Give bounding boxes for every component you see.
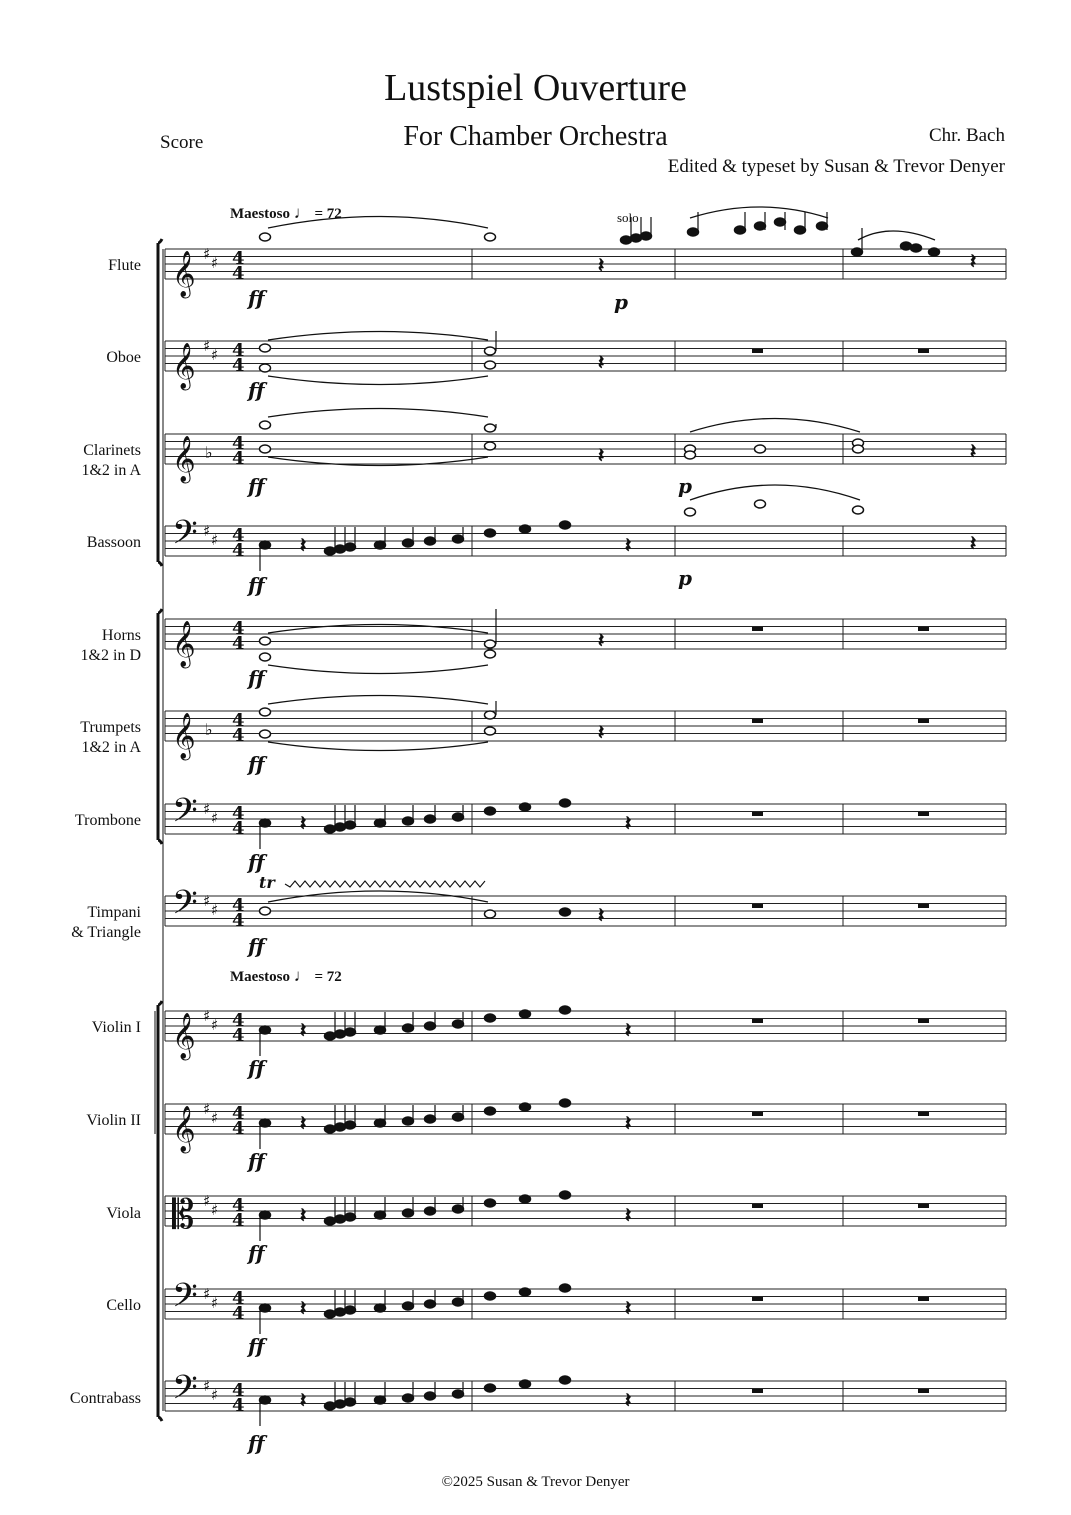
notehead (520, 803, 531, 811)
sharp-icon: ♯ (203, 337, 211, 355)
time-signature: 4 (232, 525, 245, 546)
whole-rest (752, 627, 763, 631)
notehead (485, 347, 496, 355)
tie (268, 409, 488, 418)
notehead (453, 813, 464, 821)
notehead (929, 248, 940, 256)
sharp-icon: ♯ (211, 346, 219, 364)
instrument-label-violin-2: Violin II (86, 1112, 141, 1129)
notehead (260, 364, 271, 372)
rest-icon: 𝄽 (625, 1203, 632, 1227)
time-signature: 4 (232, 248, 245, 269)
notehead (345, 1398, 356, 1406)
notehead (453, 535, 464, 543)
clefs (172, 245, 245, 1416)
dynamic-clarinet-p: p (678, 474, 692, 498)
rest-icon: 𝄽 (598, 350, 605, 374)
dynamic-viola-ff: ff (248, 1241, 265, 1265)
clef-icon: 𝄞 (172, 251, 196, 297)
bracket (158, 239, 162, 566)
whole-rest (752, 1204, 763, 1208)
barlines (165, 249, 1006, 1411)
instrument-label-horns: Horns 1&2 in D (80, 627, 141, 664)
notehead (795, 226, 806, 234)
notehead (260, 1119, 271, 1127)
notehead (453, 1390, 464, 1398)
notehead (485, 640, 496, 648)
notehead (520, 1380, 531, 1388)
slur (690, 207, 828, 218)
notehead (403, 1302, 414, 1310)
sharp-icon: ♯ (211, 809, 219, 827)
notehead (685, 451, 696, 459)
notehead (485, 1292, 496, 1300)
time-signature: 4 (232, 633, 245, 654)
notehead (260, 819, 271, 827)
notehead (453, 1205, 464, 1213)
notehead (345, 1028, 356, 1036)
rest-icon: 𝄽 (598, 253, 605, 277)
copyright-notice: ©2025 Susan & Trevor Denyer (441, 1474, 630, 1490)
tie (268, 665, 488, 674)
whole-rest (752, 1389, 763, 1393)
notehead (560, 1284, 571, 1292)
piece-subtitle: For Chamber Orchestra (403, 121, 668, 152)
notehead (560, 1376, 571, 1384)
time-signature: 4 (232, 1103, 245, 1124)
rest-icon: 𝄽 (598, 903, 605, 927)
slur (858, 231, 935, 240)
tie (268, 217, 488, 229)
notehead (560, 908, 571, 916)
dynamic-cello-ff: ff (248, 1334, 265, 1358)
tie (268, 742, 488, 751)
notehead (345, 543, 356, 551)
tie (268, 625, 488, 634)
tie (268, 696, 488, 705)
notehead (260, 708, 271, 716)
piece-title: Lustspiel Ouverture (384, 67, 687, 109)
time-signature: 4 (232, 1010, 245, 1031)
dynamic-flute-ff: ff (248, 286, 265, 310)
clef-icon: 𝄞 (172, 343, 196, 389)
rest-icon: 𝄽 (625, 1018, 632, 1042)
instrument-label-oboe: Oboe (106, 349, 141, 366)
whole-rest (918, 1297, 929, 1301)
notehead (345, 1213, 356, 1221)
slurs-and-ties (268, 207, 935, 902)
time-signature: 4 (232, 1395, 245, 1416)
notehead (260, 907, 271, 915)
tie (268, 376, 488, 385)
notehead (403, 1117, 414, 1125)
clef-icon: 𝄞 (172, 621, 196, 667)
notehead (260, 233, 271, 241)
notehead (425, 1392, 436, 1400)
sharp-icon: ♯ (211, 1201, 219, 1219)
rest-icon: 𝄽 (300, 1296, 307, 1320)
notehead (345, 1121, 356, 1129)
notehead (485, 1199, 496, 1207)
notehead (560, 521, 571, 529)
instrument-label-timpani: Timpani & Triangle (71, 904, 141, 941)
dynamic-timpani-ff: ff (248, 934, 265, 958)
notehead (852, 248, 863, 256)
notehead (911, 244, 922, 252)
sharp-icon: ♯ (203, 1007, 211, 1025)
notehead (403, 817, 414, 825)
time-signature: 4 (232, 263, 245, 284)
clef-icon: 𝄢 (172, 1277, 198, 1323)
notehead (485, 727, 496, 735)
clef-icon: 𝄡 (172, 1192, 195, 1238)
instrument-label-trumpets: Trumpets 1&2 in A (80, 719, 141, 756)
notehead (260, 344, 271, 352)
notehead (817, 222, 828, 230)
instrument-label-violin-1: Violin I (91, 1019, 141, 1036)
clef-icon: 𝄞 (172, 1013, 196, 1059)
composer-credit: Chr. Bach (929, 125, 1005, 146)
time-signature: 4 (232, 1025, 245, 1046)
time-signature: 4 (232, 448, 245, 469)
whole-rest (918, 1019, 929, 1023)
sharp-icon: ♯ (211, 1294, 219, 1312)
notehead (375, 1026, 386, 1034)
rest-icon: 𝄽 (970, 531, 977, 555)
time-signature: 4 (232, 1210, 245, 1231)
notehead (520, 525, 531, 533)
dynamic-bassoon-p: p (678, 566, 692, 590)
sharp-icon: ♯ (211, 1109, 219, 1127)
notehead (403, 539, 414, 547)
notehead (485, 1384, 496, 1392)
instrument-label-clarinets: Clarinets 1&2 in A (81, 442, 141, 479)
notehead (755, 445, 766, 453)
whole-rest (752, 1297, 763, 1301)
clef-icon: 𝄞 (172, 713, 196, 759)
notehead (485, 424, 496, 432)
sharp-icon: ♯ (203, 522, 211, 540)
dynamic-violin2-ff: ff (248, 1149, 265, 1173)
bracket (158, 1001, 162, 1421)
notehead (485, 442, 496, 450)
notehead (853, 506, 864, 514)
editor-credit: Edited & typeset by Susan & Trevor Denyer (667, 156, 1005, 177)
notehead (485, 711, 496, 719)
time-signature: 4 (232, 1303, 245, 1324)
sharp-icon: ♯ (211, 531, 219, 549)
sharp-icon: ♯ (203, 1377, 211, 1395)
instrument-label-viola: Viola (106, 1205, 141, 1222)
time-signature: 4 (232, 1118, 245, 1139)
sharp-icon: ♯ (203, 245, 211, 263)
sharp-icon: ♯ (203, 1285, 211, 1303)
notehead (425, 1300, 436, 1308)
rest-icon: 𝄽 (598, 720, 605, 744)
dynamic-horns-ff: ff (248, 666, 265, 690)
notehead (375, 1396, 386, 1404)
tie (268, 332, 488, 341)
instrument-label-trombone: Trombone (74, 812, 141, 829)
time-signature: 4 (232, 540, 245, 561)
notehead (520, 1103, 531, 1111)
system-brackets (155, 239, 163, 1421)
notehead (735, 226, 746, 234)
whole-rest (752, 719, 763, 723)
whole-rest (752, 812, 763, 816)
dynamic-trumpets-ff: ff (248, 752, 265, 776)
notehead (453, 1113, 464, 1121)
dynamic-bassoon-ff: ff (248, 573, 265, 597)
rest-icon: 𝄽 (300, 1111, 307, 1135)
rest-icon: 𝄽 (598, 628, 605, 652)
rest-icon: 𝄽 (300, 1203, 307, 1227)
rest-icon: 𝄽 (970, 439, 977, 463)
whole-rest (918, 1389, 929, 1393)
notehead (485, 807, 496, 815)
bracket (158, 609, 162, 844)
time-signature: 4 (232, 1195, 245, 1216)
whole-rest (918, 349, 929, 353)
notehead (485, 361, 496, 369)
notehead (520, 1195, 531, 1203)
trill-line (285, 881, 485, 887)
time-signature: 4 (232, 803, 245, 824)
notehead (260, 1026, 271, 1034)
sharp-icon: ♯ (211, 901, 219, 919)
notehead (485, 910, 496, 918)
rest-icon: 𝄽 (300, 811, 307, 835)
rest-icon: 𝄽 (625, 1388, 632, 1412)
instrument-label-bassoon: Bassoon (86, 534, 141, 551)
sharp-icon: ♯ (211, 254, 219, 272)
whole-rest (752, 349, 763, 353)
instrument-label-contrabass: Contrabass (69, 1390, 141, 1407)
trill-marking: tr (259, 873, 275, 892)
rest-icon: 𝄽 (300, 1018, 307, 1042)
notehead (560, 1191, 571, 1199)
sharp-icon: ♯ (203, 1192, 211, 1210)
notehead (345, 821, 356, 829)
time-signature: 4 (232, 340, 245, 361)
clef-icon: 𝄢 (172, 1369, 198, 1415)
rest-icon: 𝄽 (300, 533, 307, 557)
notehead (260, 637, 271, 645)
notehead (685, 508, 696, 516)
notehead (403, 1209, 414, 1217)
notehead (345, 1306, 356, 1314)
flat-icon: ♭ (205, 443, 213, 462)
sharp-icon: ♯ (203, 1100, 211, 1118)
notehead (425, 1115, 436, 1123)
time-signature: 4 (232, 618, 245, 639)
notehead (775, 218, 786, 226)
tempo-marking-strings: Maestoso ♩ = 72 (230, 966, 342, 985)
instrument-label-cello: Cello (106, 1297, 141, 1314)
time-signature: 4 (232, 1288, 245, 1309)
notehead (560, 1006, 571, 1014)
notehead (260, 1211, 271, 1219)
whole-rest (918, 719, 929, 723)
notehead (485, 529, 496, 537)
notehead (755, 222, 766, 230)
whole-rest (752, 1019, 763, 1023)
clef-icon: 𝄢 (172, 514, 198, 560)
time-signature: 4 (232, 1380, 245, 1401)
notehead (260, 445, 271, 453)
notehead (453, 1298, 464, 1306)
flat-icon: ♭ (205, 720, 213, 739)
notehead (425, 1207, 436, 1215)
notehead (260, 653, 271, 661)
notehead (425, 815, 436, 823)
clef-icon: 𝄞 (172, 436, 196, 482)
notehead (425, 1022, 436, 1030)
notehead (260, 730, 271, 738)
notehead (485, 1014, 496, 1022)
notehead (375, 819, 386, 827)
whole-rest (918, 627, 929, 631)
solo-marking: solo (617, 210, 639, 225)
rest-icon: 𝄽 (598, 443, 605, 467)
notehead (375, 1211, 386, 1219)
notehead (485, 233, 496, 241)
time-signature: 4 (232, 433, 245, 454)
notehead (260, 1396, 271, 1404)
staff-lines (165, 249, 1006, 1411)
notehead (641, 232, 652, 240)
dynamic-violin1-ff: ff (248, 1056, 265, 1080)
whole-rest (918, 1112, 929, 1116)
dynamic-clarinet-ff: ff (248, 474, 265, 498)
clef-icon: 𝄞 (172, 1106, 196, 1152)
dynamic-flute-p: p (614, 290, 628, 314)
rest-icon: 𝄽 (625, 1111, 632, 1135)
notehead (260, 421, 271, 429)
time-signature: 4 (232, 895, 245, 916)
time-signature: 4 (232, 725, 245, 746)
sharp-icon: ♯ (203, 800, 211, 818)
notehead (403, 1024, 414, 1032)
notehead (520, 1288, 531, 1296)
notehead (485, 650, 496, 658)
notehead (485, 1107, 496, 1115)
time-signature: 4 (232, 818, 245, 839)
notehead (688, 228, 699, 236)
dynamic-contrabass-ff: ff (248, 1431, 265, 1455)
rest-icon: 𝄽 (625, 1296, 632, 1320)
notehead (560, 1099, 571, 1107)
notehead (375, 1304, 386, 1312)
notehead (560, 799, 571, 807)
sharp-icon: ♯ (203, 892, 211, 910)
dynamic-trombone-ff: ff (248, 850, 265, 874)
notehead (375, 1119, 386, 1127)
whole-rest (752, 904, 763, 908)
instrument-label-flute: Flute (108, 257, 141, 274)
notehead (403, 1394, 414, 1402)
notehead (755, 500, 766, 508)
clef-icon: 𝄢 (172, 792, 198, 838)
notehead (425, 537, 436, 545)
notehead (853, 445, 864, 453)
whole-rest (752, 1112, 763, 1116)
slur (690, 485, 860, 500)
notehead (453, 1020, 464, 1028)
score-label: Score (160, 132, 204, 153)
rest-icon: 𝄽 (300, 1388, 307, 1412)
sharp-icon: ♯ (211, 1016, 219, 1034)
rest-icon: 𝄽 (625, 811, 632, 835)
notehead (260, 541, 271, 549)
tempo-marking-top: Maestoso ♩ = 72 (230, 203, 342, 222)
rest-icon: 𝄽 (625, 533, 632, 557)
rest-icon: 𝄽 (970, 249, 977, 273)
slur (690, 419, 860, 433)
notehead (375, 541, 386, 549)
clef-icon: 𝄢 (172, 884, 198, 930)
sharp-icon: ♯ (211, 1386, 219, 1404)
notehead (260, 1304, 271, 1312)
notehead (520, 1010, 531, 1018)
whole-rest (918, 904, 929, 908)
time-signature: 4 (232, 355, 245, 376)
whole-rest (918, 812, 929, 816)
time-signature: 4 (232, 910, 245, 931)
time-signature: 4 (232, 710, 245, 731)
whole-rest (918, 1204, 929, 1208)
dynamic-oboe-ff: ff (248, 378, 265, 402)
